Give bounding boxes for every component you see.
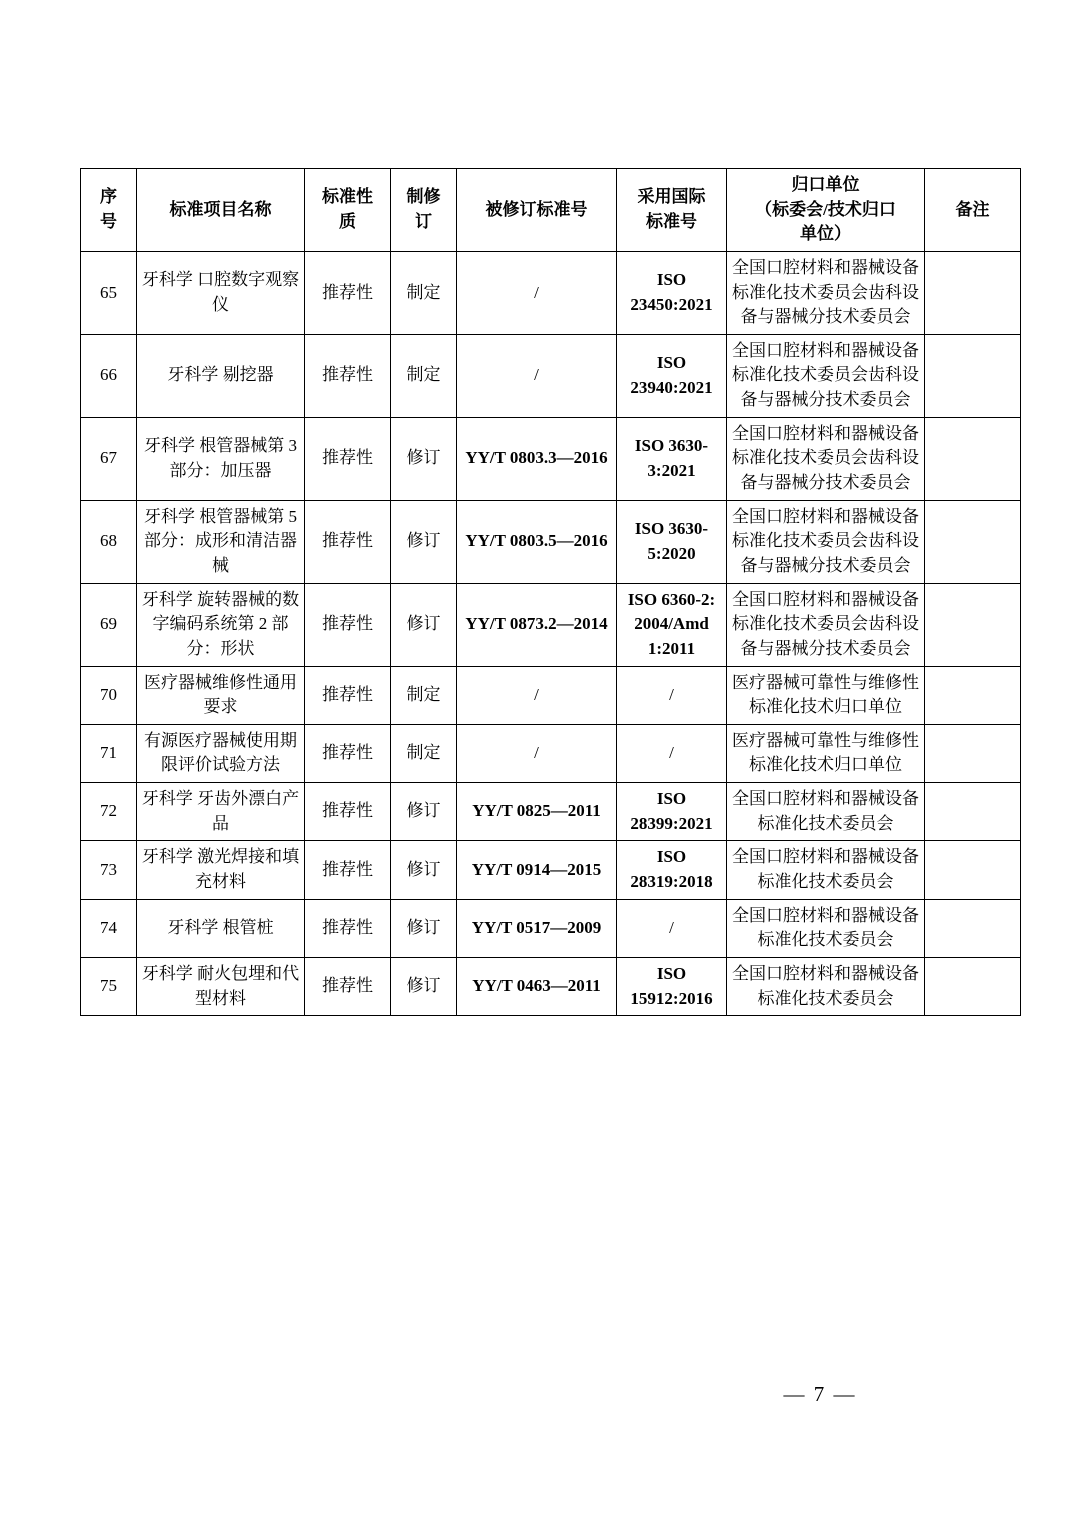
cell-type: 修订 [391,500,457,583]
table-header-row [81,169,1021,252]
column-header-remark: 备注 [925,169,1021,252]
cell-type: 修订 [391,417,457,500]
cell-remark [925,251,1021,334]
column-header-name: 标准项目名称 [137,169,305,252]
cell-remark [925,783,1021,841]
cell-intl-no: / [617,724,727,782]
cell-standard-name: 牙科学 根管器械第 5 部分：成形和清洁器械 [137,500,305,583]
cell-nature: 推荐性 [305,957,391,1015]
cell-type: 修订 [391,899,457,957]
table-row [81,500,1021,583]
cell-revised-no: YY/T 0914—2015 [457,841,617,899]
cell-intl-no: ISO 23940:2021 [617,334,727,417]
cell-type: 制定 [391,251,457,334]
cell-nature: 推荐性 [305,334,391,417]
cell-nature: 推荐性 [305,417,391,500]
table-row [81,583,1021,666]
cell-remark [925,583,1021,666]
cell-seq: 75 [81,957,137,1015]
table-row [81,334,1021,417]
table-row [81,666,1021,724]
cell-unit: 全国口腔材料和器械设备标准化技术委员会齿科设备与器械分技术委员会 [727,334,925,417]
cell-revised-no: / [457,724,617,782]
cell-type: 修订 [391,583,457,666]
standards-table-container [80,168,1000,1016]
cell-nature: 推荐性 [305,724,391,782]
cell-standard-name: 牙科学 耐火包埋和代型材料 [137,957,305,1015]
cell-nature: 推荐性 [305,583,391,666]
cell-nature: 推荐性 [305,251,391,334]
cell-revised-no: YY/T 0825—2011 [457,783,617,841]
cell-seq: 69 [81,583,137,666]
cell-revised-no: YY/T 0463—2011 [457,957,617,1015]
cell-intl-no: / [617,666,727,724]
cell-type: 制定 [391,334,457,417]
cell-nature: 推荐性 [305,783,391,841]
cell-seq: 70 [81,666,137,724]
cell-type: 修订 [391,783,457,841]
cell-standard-name: 牙科学 口腔数字观察仪 [137,251,305,334]
cell-unit: 全国口腔材料和器械设备标准化技术委员会 [727,783,925,841]
cell-seq: 74 [81,899,137,957]
column-header-seq: 序 号 [81,169,137,252]
cell-standard-name: 牙科学 根管桩 [137,899,305,957]
column-header-unit: 归口单位 （标委会/技术归口 单位） [727,169,925,252]
cell-intl-no: ISO 23450:2021 [617,251,727,334]
table-row [81,783,1021,841]
column-header-revised-no: 被修订标准号 [457,169,617,252]
cell-standard-name: 牙科学 旋转器械的数字编码系统第 2 部分：形状 [137,583,305,666]
column-header-type: 制修 订 [391,169,457,252]
cell-remark [925,334,1021,417]
cell-unit: 全国口腔材料和器械设备标准化技术委员会齿科设备与器械分技术委员会 [727,417,925,500]
cell-seq: 71 [81,724,137,782]
cell-revised-no: YY/T 0517—2009 [457,899,617,957]
column-header-intl-no: 采用国际 标准号 [617,169,727,252]
table-row [81,899,1021,957]
cell-revised-no: / [457,334,617,417]
cell-unit: 全国口腔材料和器械设备标准化技术委员会 [727,899,925,957]
cell-remark [925,841,1021,899]
cell-intl-no: ISO 6360-2: 2004/Amd 1:2011 [617,583,727,666]
cell-seq: 72 [81,783,137,841]
cell-unit: 全国口腔材料和器械设备标准化技术委员会齿科设备与器械分技术委员会 [727,583,925,666]
page-footer [0,1382,1080,1407]
page-number: — 7 — [783,1382,857,1406]
cell-remark [925,899,1021,957]
standards-table [80,168,1021,1016]
cell-revised-no: YY/T 0803.3—2016 [457,417,617,500]
cell-revised-no: YY/T 0803.5—2016 [457,500,617,583]
cell-type: 制定 [391,666,457,724]
cell-remark [925,417,1021,500]
cell-type: 修订 [391,957,457,1015]
cell-unit: 医疗器械可靠性与维修性标准化技术归口单位 [727,724,925,782]
cell-seq: 68 [81,500,137,583]
cell-unit: 全国口腔材料和器械设备标准化技术委员会齿科设备与器械分技术委员会 [727,500,925,583]
table-row [81,957,1021,1015]
cell-unit: 全国口腔材料和器械设备标准化技术委员会齿科设备与器械分技术委员会 [727,251,925,334]
table-row [81,251,1021,334]
cell-seq: 67 [81,417,137,500]
table-header [81,169,1021,252]
cell-standard-name: 牙科学 剔挖器 [137,334,305,417]
cell-nature: 推荐性 [305,899,391,957]
cell-unit: 全国口腔材料和器械设备标准化技术委员会 [727,957,925,1015]
cell-seq: 66 [81,334,137,417]
cell-revised-no: / [457,666,617,724]
cell-remark [925,666,1021,724]
cell-seq: 65 [81,251,137,334]
cell-remark [925,957,1021,1015]
cell-intl-no: ISO 15912:2016 [617,957,727,1015]
cell-standard-name: 有源医疗器械使用期限评价试验方法 [137,724,305,782]
cell-intl-no: ISO 28319:2018 [617,841,727,899]
cell-type: 修订 [391,841,457,899]
cell-nature: 推荐性 [305,841,391,899]
cell-type: 制定 [391,724,457,782]
cell-standard-name: 医疗器械维修性通用要求 [137,666,305,724]
cell-remark [925,500,1021,583]
cell-remark [925,724,1021,782]
table-row [81,417,1021,500]
cell-standard-name: 牙科学 根管器械第 3 部分：加压器 [137,417,305,500]
table-row [81,724,1021,782]
column-header-nature: 标准性 质 [305,169,391,252]
cell-revised-no: YY/T 0873.2—2014 [457,583,617,666]
cell-intl-no: ISO 3630-5:2020 [617,500,727,583]
cell-intl-no: / [617,899,727,957]
cell-seq: 73 [81,841,137,899]
cell-nature: 推荐性 [305,666,391,724]
cell-standard-name: 牙科学 牙齿外漂白产品 [137,783,305,841]
cell-intl-no: ISO 3630-3:2021 [617,417,727,500]
table-body [81,251,1021,1015]
cell-revised-no: / [457,251,617,334]
cell-unit: 全国口腔材料和器械设备标准化技术委员会 [727,841,925,899]
cell-intl-no: ISO 28399:2021 [617,783,727,841]
cell-nature: 推荐性 [305,500,391,583]
cell-unit: 医疗器械可靠性与维修性标准化技术归口单位 [727,666,925,724]
cell-standard-name: 牙科学 激光焊接和填充材料 [137,841,305,899]
table-row [81,841,1021,899]
